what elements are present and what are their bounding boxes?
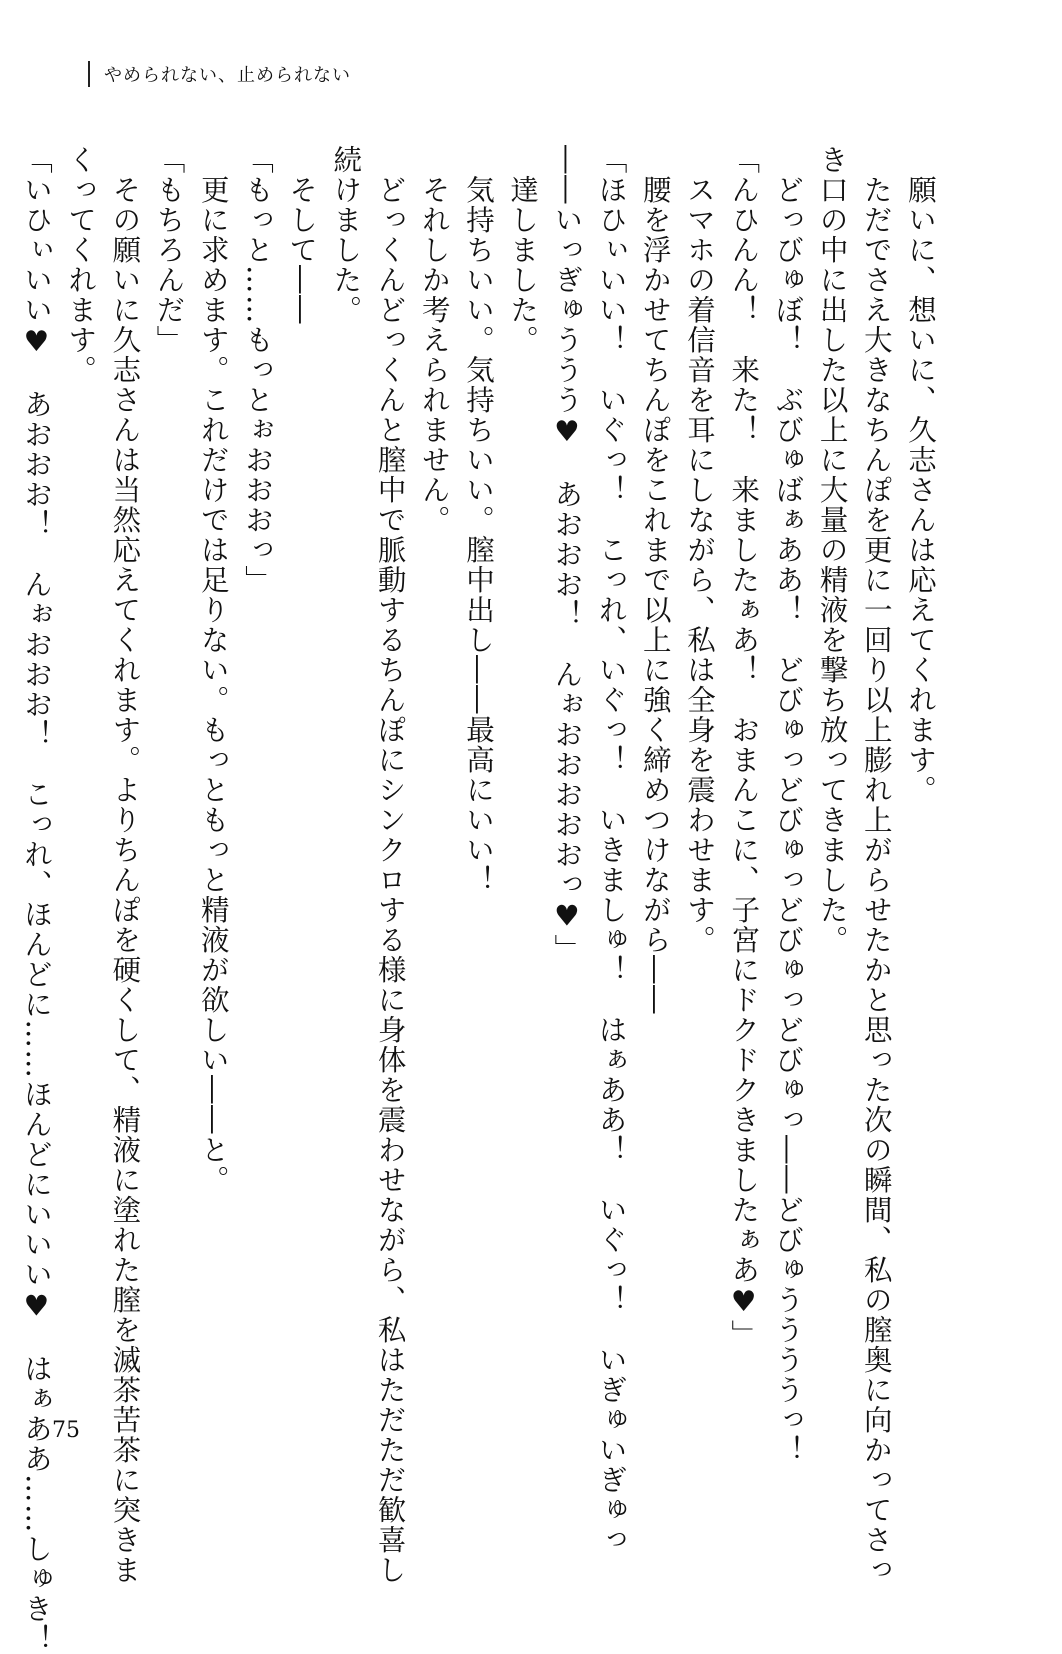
text-line: 「もっと……もっとぉおおおっ」: [240, 145, 274, 595]
text-line: 願いに、想いに、久志さんは応えてくれます。: [904, 145, 937, 805]
text-line: そして――: [285, 145, 319, 325]
text-line: スマホの着信音を耳にしながら、私は全身を震わせます。: [682, 145, 716, 955]
page-number: 75: [52, 1418, 80, 1443]
text-line: ――いっぎゅううう♥ あおおお！ んぉおおおおおっ♥」: [550, 145, 584, 964]
text-line: 腰を浮かせてちんぽをこれまで以上に強く締めつけながら――: [638, 145, 672, 1015]
text-line: それしか考えられません。: [417, 145, 451, 535]
text-line: 「ほひぃいい！ いぐっ！ こっれ、いぐっ！ いきましゅ！ はぁああ！ いぐっ！ いぎゅいぎゅっ: [594, 145, 628, 1555]
text-line: 「んひんん！ 来た！ 来ましたぁあ！ おまんこに、子宮にドクドクきましたぁあ♥」: [727, 145, 761, 1350]
text-line: 達しました。: [506, 145, 540, 355]
text-line: 「いひぃいい♥ あおおお！ んぉおおお！ こっれ、ほんどに……ほんどにいいい♥ はぁああ……しゅき！: [19, 145, 53, 1654]
text-line: ただでさえ大きなちんぽを更に一回り以上膨れ上がらせたかと思った次の瞬間、私の膣奥に向かってさっ: [859, 145, 893, 1585]
text-line: くってくれます。: [64, 145, 98, 385]
text-line: き口の中に出した以上に大量の精液を撃ち放ってきました。: [815, 145, 849, 955]
running-head-title: やめられない、止められない: [104, 65, 351, 86]
text-line: 更に求めます。これだけでは足りない。もっともっと精液が欲しい――と。: [196, 145, 230, 1195]
running-head: [88, 60, 351, 88]
text-line: どっびゅぼ！ ぶびゅばぁああ！ どびゅっどびゅっどびゅっどびゅっ――どびゅううううっ！: [771, 145, 805, 1465]
text-line: 「もちろんだ」: [152, 145, 186, 355]
text-line: 気持ちいい。気持ちいい。膣中出し――最高にいい！: [461, 145, 495, 895]
running-head-rule: [88, 61, 90, 87]
text-line: 続けました。: [329, 145, 363, 325]
text-line: どっくんどっくんと膣中で脈動するちんぽにシンクロする様に身体を震わせながら、私はただただ歓喜し: [373, 145, 407, 1585]
text-line: その願いに久志さんは当然応えてくれます。よりちんぽを硬くして、精液に塗れた膣を滅茶苦茶に突きま: [108, 145, 142, 1585]
